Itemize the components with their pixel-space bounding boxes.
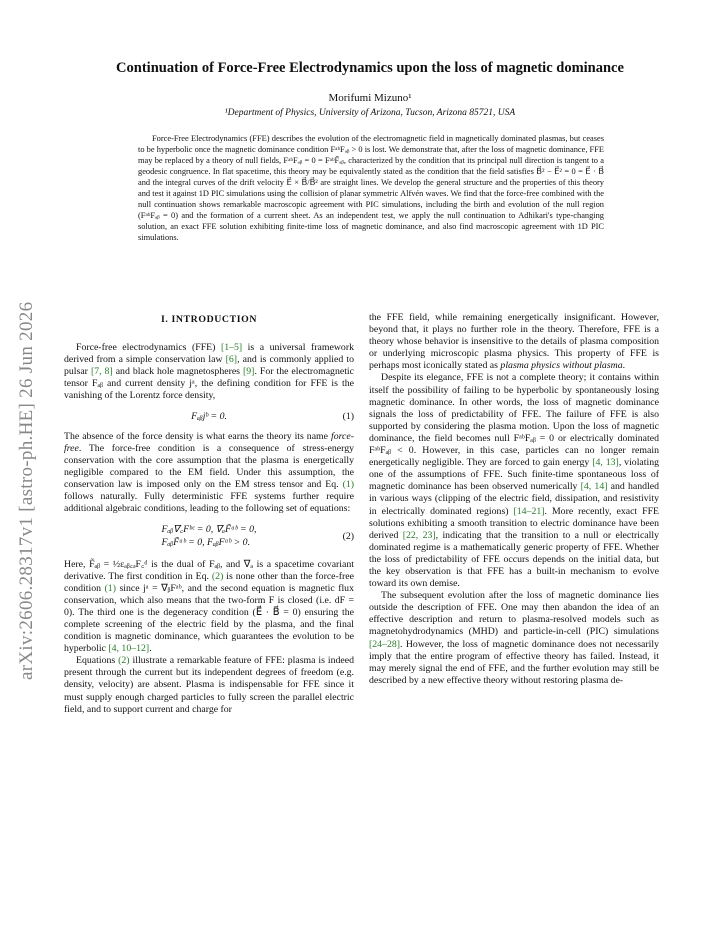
paper-title: Continuation of Force-Free Electrodynamics upon the loss of magnetic dominance bbox=[116, 60, 624, 76]
citation-link[interactable]: [6] bbox=[225, 354, 238, 366]
paragraph bbox=[369, 312, 659, 372]
citation-link[interactable]: [9] bbox=[243, 366, 255, 378]
text-run: Equations bbox=[76, 655, 119, 667]
text-run: . However, the loss of magnetic dominance does not necessarily imply that the entire program of effective theory has failed. Instead, it may merely signal the end of FFE, and the further evolution may still be described by a new effective theory without restoring plasma de- bbox=[369, 638, 659, 686]
citation-link[interactable]: [22, 23] bbox=[402, 529, 436, 541]
citation-link[interactable]: [24–28] bbox=[369, 638, 401, 650]
author-affiliation: ¹Department of Physics, University of Arizona, Tucson, Arizona 85721, USA bbox=[224, 108, 516, 118]
text-run: , indicating that the transition to a null or electrically dominated regime is a mathematically generic property of FFE. Whether the loss of predictability of FFE occurs depends on the initial data, but the key observation is that FFE has a built-in mechanism to evolve toward its own demise. bbox=[369, 529, 659, 590]
text-run: , violating one of the assumptions of FFE. Such finite-time spontaneous loss of magnetic dominance has been observed numerically bbox=[369, 457, 660, 493]
equation-number: (2) bbox=[342, 530, 354, 542]
text-run: The subsequent evolution after the loss of magnetic dominance lies outside the description of FFE. One may then abandon the idea of an effective description and return to plasma-resolved models such as magnetohydrodynamics (MHD) and particle-in-cell (PIC) simulations bbox=[369, 590, 659, 638]
emphasis: plasma physics without plasma bbox=[500, 360, 623, 372]
equation-ref-link[interactable]: (1) bbox=[104, 582, 116, 594]
citation-link[interactable]: [4, 10–12] bbox=[108, 643, 150, 655]
arxiv-side-stamp bbox=[10, 230, 46, 680]
text-run: . bbox=[622, 360, 626, 372]
author-name: Morifumi Mizuno¹ bbox=[328, 92, 412, 104]
text-run: Despite its elegance, FFE is not a complete theory; it contains within itself the possibility of failing to be hyperbolic by spontaneously losing magnetic dominance. In other words, the loss of magnetic dominance signals the loss of predictability of FFE. The failure of FFE is also supported by considering the plasma motion. Upon the loss of magnetic dominance, the field becomes null FᵃᵇFₐᵦ = 0 or electrically dominated FᵃᵇFₐᵦ < 0. However, in this case, particles can no longer remain energetically negligible. They are forced to gain energy bbox=[369, 372, 659, 469]
text-run: follows naturally. Fully deterministic FFE systems further require additional algebraic conditions, leading to the following set of equations: bbox=[64, 491, 354, 515]
abstract: Force-Free Electrodynamics (FFE) describes the evolution of the electromagnetic field in magnetically dominated plasmas, but ceases to be hyperbolic once the magnetic dominance condition FᵃᵇFₐᵦ > 0 is lost. We demonstrate that, after the loss of magnetic dominance, FFE may be replaced by a theory of null fields, FᵃᵇFₐᵦ = 0 = FᵃᵇF̃ₐᵦ, characterized by the condition that its principal null direction is tangent to a geodesic congruence. In flat spacetime, this theory may be equivalently stated as the condition that the field satisfies B⃗² − E⃗² = 0 = E⃗ · B⃗ and the integral curves of the drift velocity E⃗ × B⃗/B⃗² are straight lines. We develop the general structure and the properties of this theory and test it against 1D PIC simulations using the collision of planar symmetric Alfvén waves. We find that the force-free combined with the null continuation shows remarkable macroscopic agreement with PIC simulations, including the birth and evolution of the null region (FᵃᵇFₐᵦ = 0) and the formation of a current sheet. As an independent test, we apply the null continuation to Adhikari's type-changing solution, an exact FFE solution exhibiting finite-time loss of magnetic dominance, and also find macroscopic agreement with 1D PIC simulations. bbox=[138, 134, 604, 242]
text-run: is a universal framework derived from a simple conservation law bbox=[64, 342, 354, 366]
text-run: is none other than the force-free condition bbox=[64, 570, 355, 594]
text-run: and black hole magnetospheres bbox=[112, 366, 243, 378]
equation-1 bbox=[64, 411, 354, 423]
emphasis: force-free bbox=[64, 430, 354, 454]
paragraph bbox=[64, 431, 354, 516]
paragraph bbox=[64, 559, 354, 656]
arxiv-identifier: arXiv:2606.28317v1 [astro-ph.HE] 26 Jun 2026 bbox=[16, 301, 37, 680]
citation-link[interactable]: [4, 14] bbox=[580, 481, 608, 493]
left-column bbox=[64, 312, 354, 716]
equation-number: (1) bbox=[342, 410, 354, 422]
text-run: Here, F̃ₐᵦ = ½εₐᵦ꜀ₔF꜀ᵈ is the dual of Fₐᵦ, and ∇ₐ is a spacetime covariant derivative. The first condition in Eq. bbox=[64, 558, 354, 582]
text-run: , and is commonly applied to pulsar bbox=[64, 354, 354, 378]
citation-link[interactable]: [1–5] bbox=[220, 342, 243, 354]
citation-link[interactable]: [7, 8] bbox=[90, 366, 113, 378]
text-run: The absence of the force density is what earns the theory its name bbox=[64, 430, 331, 442]
paragraph bbox=[64, 655, 354, 715]
section-heading-introduction: I. INTRODUCTION bbox=[160, 314, 258, 325]
equation-line: FₐᵦF̃ᵃᵇ = 0, FₐᵦFᵃᵇ > 0. bbox=[161, 537, 251, 549]
equation-2 bbox=[64, 523, 354, 550]
paragraph bbox=[369, 372, 659, 590]
right-column bbox=[369, 312, 659, 687]
text-run: Force-free electrodynamics (FFE) bbox=[76, 342, 221, 354]
equation-ref-link[interactable]: (1) bbox=[342, 479, 354, 491]
text-run: . The force-free condition is a consequence of stress-energy conservation with the core assumption that the plasma is energetically negligible compared to the EM field. Under this assumption, the conservation law is imposed only on the EM stress tensor and Eq. bbox=[64, 442, 354, 491]
text-run: . More recently, exact FFE solutions exhibiting a smooth transition to electric dominance have been derived bbox=[369, 505, 660, 541]
text-run: . bbox=[149, 643, 152, 655]
paragraph bbox=[369, 590, 659, 687]
text-run: since jᵃ = ∇ᵦFᵃᵇ, and the second equation is magnetic flux conservation, which also means that the two-form F is closed (i.e. dF = 0). The third one is the degeneracy condition (E⃗ · B⃗ = 0) ensuring the complete screening of the electric field by the plasma, and the final condition is magnetic dominance, which guarantees the evolution to be hyperbolic bbox=[64, 582, 354, 655]
equation-ref-link[interactable]: (2) bbox=[211, 570, 224, 582]
citation-link[interactable]: [4, 13] bbox=[592, 457, 619, 469]
text-run: and handled in various ways (clipping of the electric field, dissipation, and resistivity in electrically dominated regions) bbox=[369, 481, 659, 517]
equation-ref-link[interactable]: (2) bbox=[118, 655, 130, 667]
citation-link[interactable]: [14–21] bbox=[513, 505, 545, 517]
text-run: . For the electromagnetic tensor Fₐᵦ and current density jᵃ, the defining condition for FFE is the vanishing of the Lorentz force density, bbox=[64, 366, 354, 402]
text-run: the FFE field, while remaining energetically insignificant. However, beyond that, it plays no further role in the theory. Therefore, FFE is a theory whose behavior is insensitive to the details of plasma composition or underlying microscopic plasma physics. This property of FFE is perhaps most iconically stated as bbox=[369, 312, 659, 372]
equation-line: Fₐᵦ∇꜀Fᵇᶜ = 0, ∇ₐF̃ᵃᵇ = 0, bbox=[161, 524, 257, 536]
text-run: illustrate a remarkable feature of FFE: plasma is indeed present through the current but its independent degrees of freedom (e.g. density, velocity) are absent. Plasma is indispensable for FFE since it must supply enough charged particles to fully screen the parallel electric field, and to support current and charge for bbox=[64, 655, 354, 715]
paragraph bbox=[64, 342, 354, 402]
equation-body: Fₐᵦjᵇ = 0. bbox=[191, 410, 227, 422]
